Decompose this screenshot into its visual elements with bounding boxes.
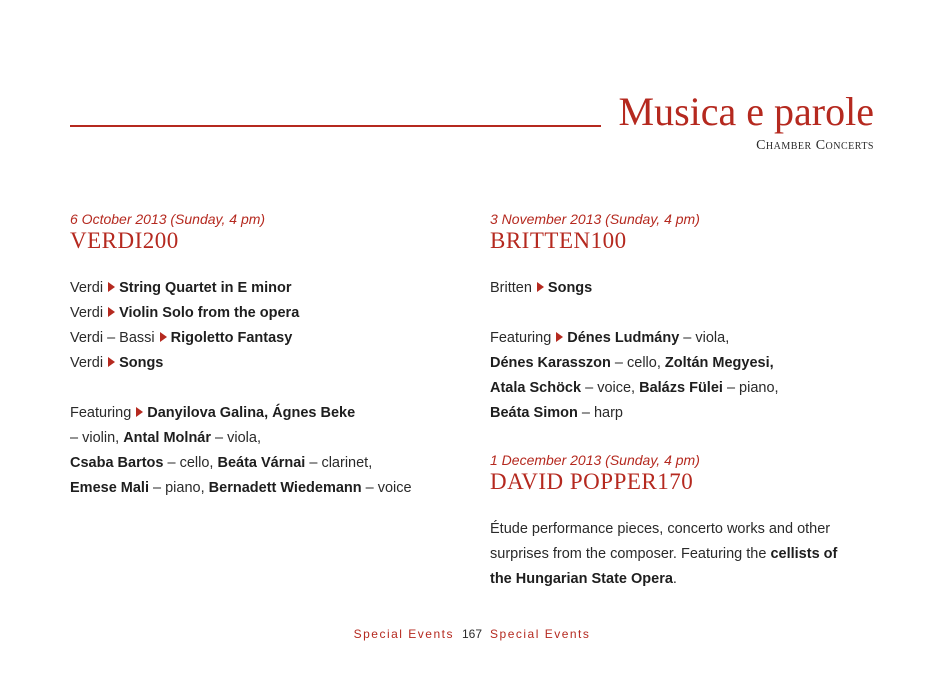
footer-section-right: Special Events <box>490 627 591 641</box>
description-bold: the Hungarian State Opera <box>490 571 673 587</box>
event-column-right <box>490 210 890 592</box>
performer-name: Antal Molnár <box>123 430 212 446</box>
program-item <box>70 276 460 301</box>
featuring-label: Featuring <box>490 330 552 346</box>
footer-section-left: Special Events <box>353 627 454 641</box>
featuring-line <box>70 426 460 451</box>
featuring-line <box>490 376 890 401</box>
featuring-line <box>70 401 460 426</box>
event-verdi200 <box>70 210 460 501</box>
performer-names: Danyilova Galina, Ágnes Beke <box>147 405 356 421</box>
performer-name: Csaba Bartos <box>70 455 164 471</box>
program-item <box>70 351 460 376</box>
performer-role: – harp <box>577 405 623 421</box>
performer-role: – clarinet, <box>305 455 373 471</box>
piece-title: Violin Solo from the opera <box>119 305 300 321</box>
performer-role: – cello, <box>163 455 218 471</box>
description-text: . <box>672 571 677 587</box>
piece-title: Songs <box>547 280 593 296</box>
event-name: VERDI200 <box>70 228 179 253</box>
composer: Verdi – Bassi <box>70 330 155 346</box>
composer: Verdi <box>70 305 104 321</box>
description-line <box>490 542 890 567</box>
performer-role: – viola, <box>679 330 730 346</box>
featuring-line <box>490 351 890 376</box>
program-item <box>70 301 460 326</box>
performer-role: – piano, <box>722 380 779 396</box>
featuring-line <box>70 476 460 501</box>
featuring-label: Featuring <box>70 405 132 421</box>
composer: Verdi <box>70 355 104 371</box>
performer-name: Emese Mali <box>70 480 149 496</box>
description-line: Étude performance pieces, concerto works and other <box>490 521 831 537</box>
performer-name: Bernadett Wiedemann <box>208 480 362 496</box>
composer: Britten <box>490 280 532 296</box>
performer-name: Balázs Fülei <box>639 380 723 396</box>
header-rule <box>70 125 601 127</box>
event-date: 1 December 2013 (Sunday, 4 pm) <box>490 452 700 468</box>
featuring-line <box>490 326 890 351</box>
page-subtitle: Chamber Concerts <box>756 138 874 153</box>
featuring-line <box>490 401 890 426</box>
program-item <box>490 276 890 301</box>
description-text: surprises from the composer. Featuring the <box>490 546 771 562</box>
composer: Verdi <box>70 280 104 296</box>
triangle-right-icon <box>108 357 115 367</box>
triangle-right-icon <box>537 282 544 292</box>
description-bold: cellists of <box>770 546 838 562</box>
description-line <box>490 567 890 592</box>
event-date: 6 October 2013 (Sunday, 4 pm) <box>70 211 266 227</box>
featuring-line <box>70 451 460 476</box>
performer-name: Atala Schöck <box>490 380 582 396</box>
page-title: Musica e parole <box>618 89 874 134</box>
event-name: DAVID POPPER170 <box>490 469 694 494</box>
triangle-right-icon <box>556 332 563 342</box>
triangle-right-icon <box>160 332 167 342</box>
piece-title: Songs <box>119 355 164 371</box>
page-number: 167 <box>461 627 483 641</box>
piece-title: String Quartet in E minor <box>119 280 292 296</box>
performer-role: – voice <box>361 480 412 496</box>
performer-name: Zoltán Megyesi, <box>664 355 774 371</box>
performer-name: Beáta Várnai <box>217 455 306 471</box>
triangle-right-icon <box>108 307 115 317</box>
triangle-right-icon <box>136 407 143 417</box>
performer-name: Dénes Ludmány <box>567 330 680 346</box>
performer-role: – piano, <box>149 480 209 496</box>
performer-role: – violin, <box>70 430 124 446</box>
performer-role: – voice, <box>581 380 640 396</box>
performer-role: – cello, <box>610 355 665 371</box>
event-name: BRITTEN100 <box>490 228 627 253</box>
performer-name: Beáta Simon <box>490 405 578 421</box>
event-date: 3 November 2013 (Sunday, 4 pm) <box>490 211 700 227</box>
piece-title: Rigoletto Fantasy <box>170 330 293 346</box>
program-item <box>70 326 460 351</box>
performer-name: Dénes Karasszon <box>490 355 611 371</box>
performer-role: – viola, <box>211 430 261 446</box>
triangle-right-icon <box>108 282 115 292</box>
page-footer <box>0 627 944 641</box>
